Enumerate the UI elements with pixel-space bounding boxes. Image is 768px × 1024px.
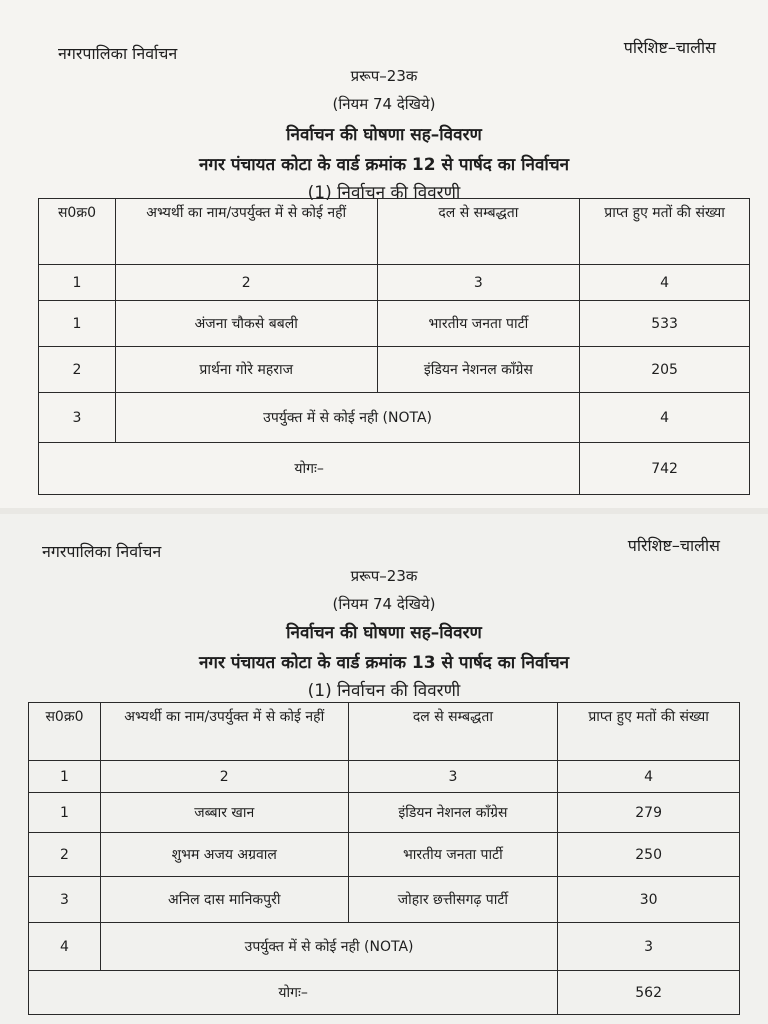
column-number-row bbox=[39, 265, 750, 301]
col-number: 1 bbox=[39, 265, 116, 301]
candidate-name: अनिल दास मानिकपुरी bbox=[100, 877, 348, 923]
nota-sno: 4 bbox=[29, 923, 101, 971]
col-number: 4 bbox=[558, 761, 740, 793]
rule-reference: (नियम 74 देखिये) bbox=[332, 595, 436, 613]
candidate-name: शुभम अजय अग्रवाल bbox=[100, 833, 348, 877]
nota-row bbox=[39, 393, 750, 443]
total-votes: 562 bbox=[558, 971, 740, 1015]
nota-label: उपर्युक्त में से कोई नही (NOTA) bbox=[100, 923, 557, 971]
section-heading: (1) निर्वाचन की विवरणी bbox=[307, 681, 461, 701]
candidate-party: भारतीय जनता पार्टी bbox=[348, 833, 558, 877]
form-sheet-ward-12 bbox=[0, 0, 768, 508]
candidate-votes: 205 bbox=[580, 347, 750, 393]
candidate-sno: 3 bbox=[29, 877, 101, 923]
col-number: 4 bbox=[580, 265, 750, 301]
table-row bbox=[39, 301, 750, 347]
col-number: 3 bbox=[377, 265, 580, 301]
col-header-votes: प्राप्त हुए मतों की संख्या bbox=[558, 703, 740, 761]
results-table bbox=[38, 198, 750, 495]
total-row bbox=[29, 971, 740, 1015]
header-left: नगरपालिका निर्वाचन bbox=[58, 44, 178, 63]
candidate-votes: 279 bbox=[558, 793, 740, 833]
candidate-sno: 1 bbox=[29, 793, 101, 833]
col-header-name: अभ्यर्थी का नाम/उपर्युक्त में से कोई नहीं bbox=[115, 199, 377, 265]
form-number: प्ररूप–23क bbox=[350, 567, 418, 585]
form-subtitle: नगर पंचायत कोटा के वार्ड क्रमांक 13 से पार्षद का निर्वाचन bbox=[198, 653, 570, 673]
form-title: निर्वाचन की घोषणा सह–विवरण bbox=[286, 623, 482, 643]
candidate-sno: 1 bbox=[39, 301, 116, 347]
col-number: 3 bbox=[348, 761, 558, 793]
col-header-votes: प्राप्त हुए मतों की संख्या bbox=[580, 199, 750, 265]
form-sheet-ward-13 bbox=[0, 514, 768, 1024]
table-row bbox=[29, 877, 740, 923]
col-header-sno: स0क्र0 bbox=[29, 703, 101, 761]
header-right: परिशिष्ट–चालीस bbox=[627, 536, 720, 555]
nota-sno: 3 bbox=[39, 393, 116, 443]
results-table bbox=[28, 702, 740, 1015]
form-number: प्ररूप–23क bbox=[350, 67, 418, 85]
candidate-votes: 250 bbox=[558, 833, 740, 877]
nota-row bbox=[29, 923, 740, 971]
candidate-name: अंजना चौकसे बबली bbox=[115, 301, 377, 347]
total-row bbox=[39, 443, 750, 495]
nota-votes: 3 bbox=[558, 923, 740, 971]
candidate-votes: 30 bbox=[558, 877, 740, 923]
candidate-sno: 2 bbox=[29, 833, 101, 877]
table-header-row bbox=[39, 199, 750, 265]
col-header-party: दल से सम्बद्धता bbox=[377, 199, 580, 265]
candidate-name: जब्बार खान bbox=[100, 793, 348, 833]
candidate-party: भारतीय जनता पार्टी bbox=[377, 301, 580, 347]
section-heading: (1) निर्वाचन की विवरणी bbox=[307, 183, 461, 203]
form-subtitle: नगर पंचायत कोटा के वार्ड क्रमांक 12 से पार्षद का निर्वाचन bbox=[198, 155, 570, 175]
nota-votes: 4 bbox=[580, 393, 750, 443]
header-left: नगरपालिका निर्वाचन bbox=[42, 542, 162, 561]
col-header-name: अभ्यर्थी का नाम/उपर्युक्त में से कोई नहीं bbox=[100, 703, 348, 761]
header-right: परिशिष्ट–चालीस bbox=[623, 38, 716, 57]
col-number: 1 bbox=[29, 761, 101, 793]
candidate-party: इंडियन नेशनल कॉंग्रेस bbox=[377, 347, 580, 393]
table-row bbox=[29, 793, 740, 833]
col-number: 2 bbox=[115, 265, 377, 301]
form-title: निर्वाचन की घोषणा सह–विवरण bbox=[286, 125, 482, 145]
total-votes: 742 bbox=[580, 443, 750, 495]
candidate-sno: 2 bbox=[39, 347, 116, 393]
column-number-row bbox=[29, 761, 740, 793]
table-row bbox=[39, 347, 750, 393]
total-label: योगः– bbox=[29, 971, 558, 1015]
rule-reference: (नियम 74 देखिये) bbox=[332, 95, 436, 113]
candidate-party: जोहार छत्तीसगढ़ पार्टी bbox=[348, 877, 558, 923]
table-row bbox=[29, 833, 740, 877]
col-number: 2 bbox=[100, 761, 348, 793]
candidate-votes: 533 bbox=[580, 301, 750, 347]
table-header-row bbox=[29, 703, 740, 761]
nota-label: उपर्युक्त में से कोई नही (NOTA) bbox=[115, 393, 579, 443]
total-label: योगः– bbox=[39, 443, 580, 495]
candidate-party: इंडियन नेशनल कॉंग्रेस bbox=[348, 793, 558, 833]
col-header-party: दल से सम्बद्धता bbox=[348, 703, 558, 761]
candidate-name: प्रार्थना गोरे महराज bbox=[115, 347, 377, 393]
col-header-sno: स0क्र0 bbox=[39, 199, 116, 265]
